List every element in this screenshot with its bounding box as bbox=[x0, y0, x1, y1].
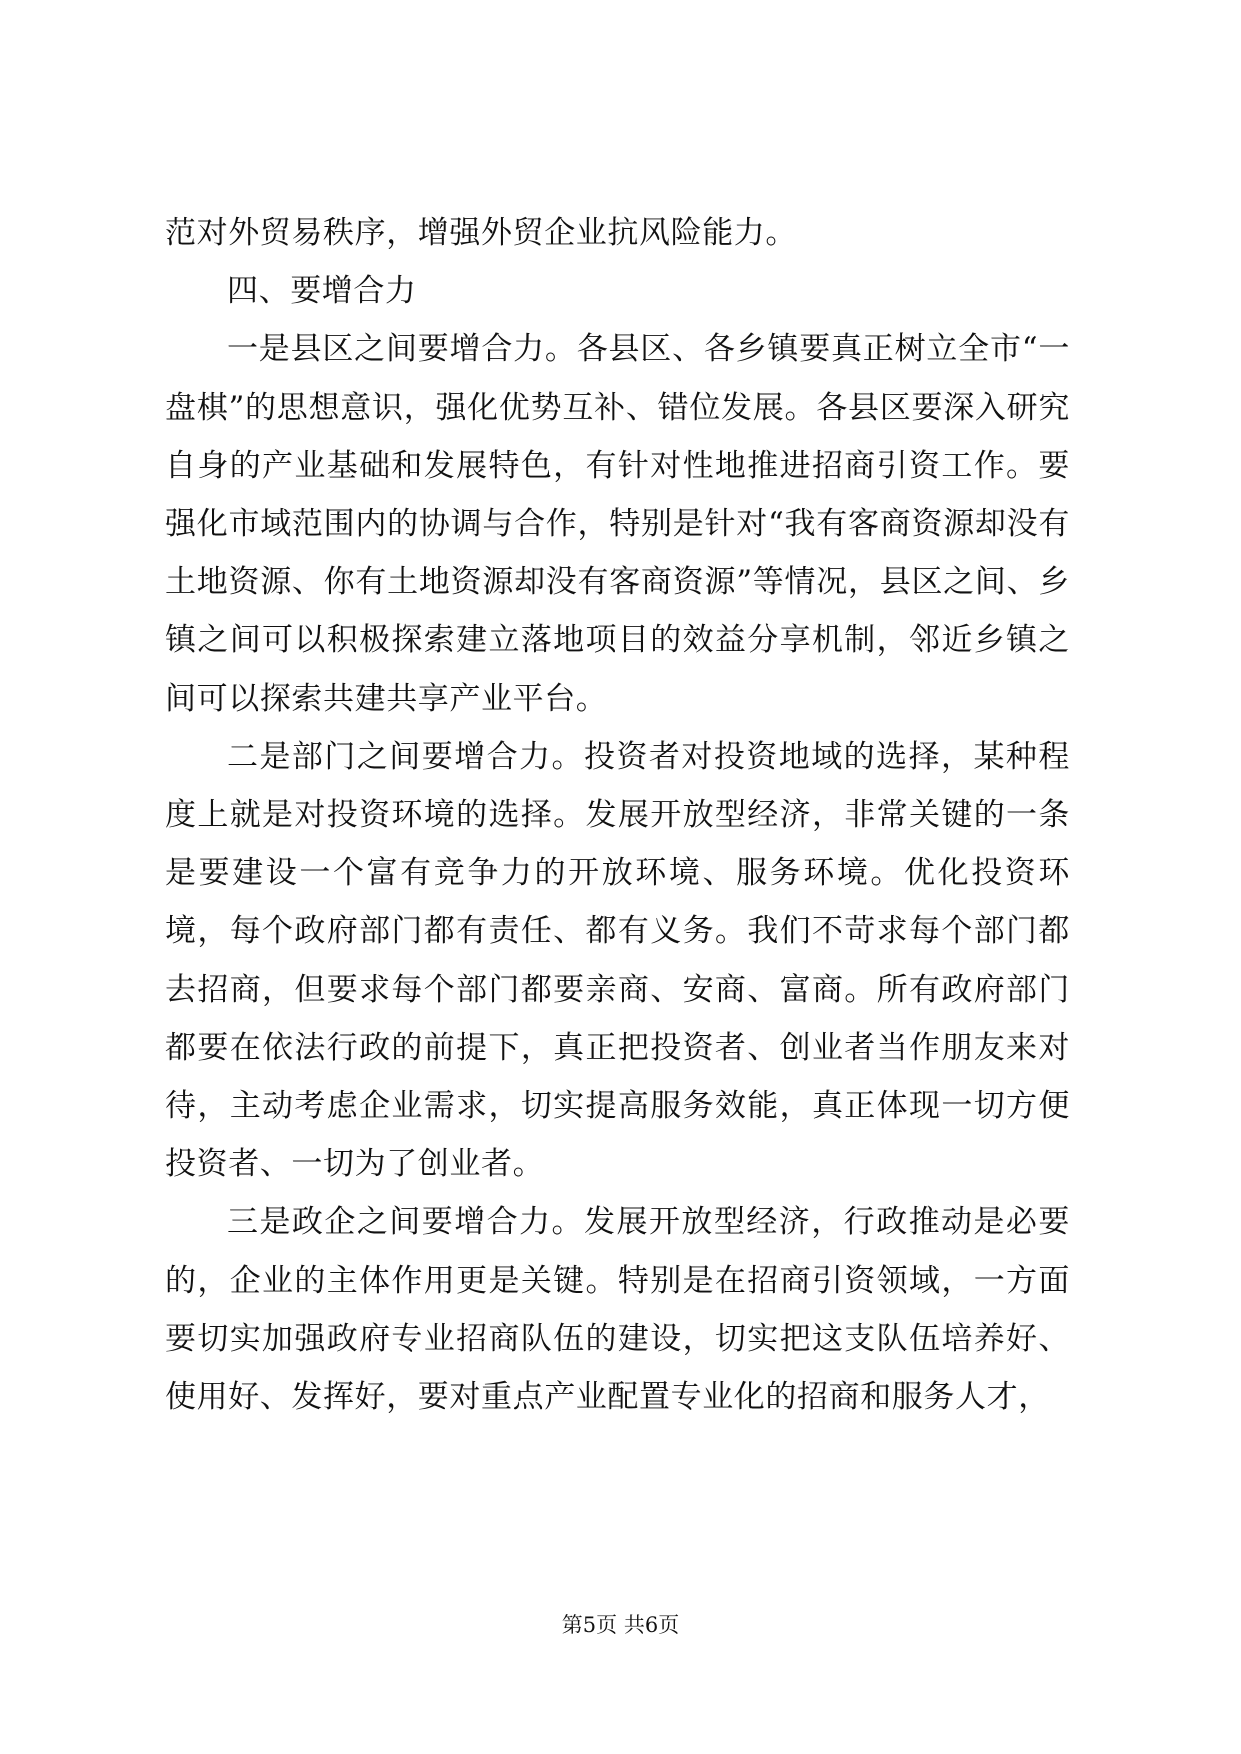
paragraph-county-cooperation: 一是县区之间要增合力。各县区、各乡镇要真正树立全市“一盘棋”的思想意识，强化优势互补、错位发展。各县区要深入研究自身的产业基础和发展特色，有针对性地推进招商引资工作。要强化市域范围内的协调与合作，特别是针对“我有客商资源却没有土地资源、你有土地资源却没有客商资源”等情况，县区之间、乡镇之间可以积极探索建立落地项目的效益分享机制，邻近乡镇之间可以探索共建共享产业平台。 bbox=[165, 331, 1070, 717]
paragraph-department-cooperation: 二是部门之间要增合力。投资者对投资地域的选择，某种程度上就是对投资环境的选择。发展开放型经济，非常关键的一条是要建设一个富有竞争力的开放环境、服务环境。优化投资环境，每个政府部门都有责任、都有义务。我们不苛求每个部门都去招商，但要求每个部门都要亲商、安商、富商。所有政府部门都要在依法行政的前提下，真正把投资者、创业者当作朋友来对待，主动考虑企业需求，切实提高服务效能，真正体现一切方便投资者、一切为了创业者。 bbox=[165, 738, 1070, 1183]
paragraph-government-enterprise: 三是政企之间要增合力。发展开放型经济，行政推动是必要的，企业的主体作用更是关键。特别是在招商引资领域，一方面要切实加强政府专业招商队伍的建设，切实把这支队伍培养好、使用好、发挥好，要对重点产业配置专业化的招商和服务人才， bbox=[165, 1204, 1070, 1416]
body-text bbox=[165, 204, 1070, 1426]
page-number-footer: 第5页 共6页 bbox=[561, 1613, 680, 1637]
section-heading: 四、要增合力 bbox=[227, 273, 417, 310]
paragraph-continuation: 范对外贸易秩序，增强外贸企业抗风险能力。 bbox=[165, 215, 797, 251]
